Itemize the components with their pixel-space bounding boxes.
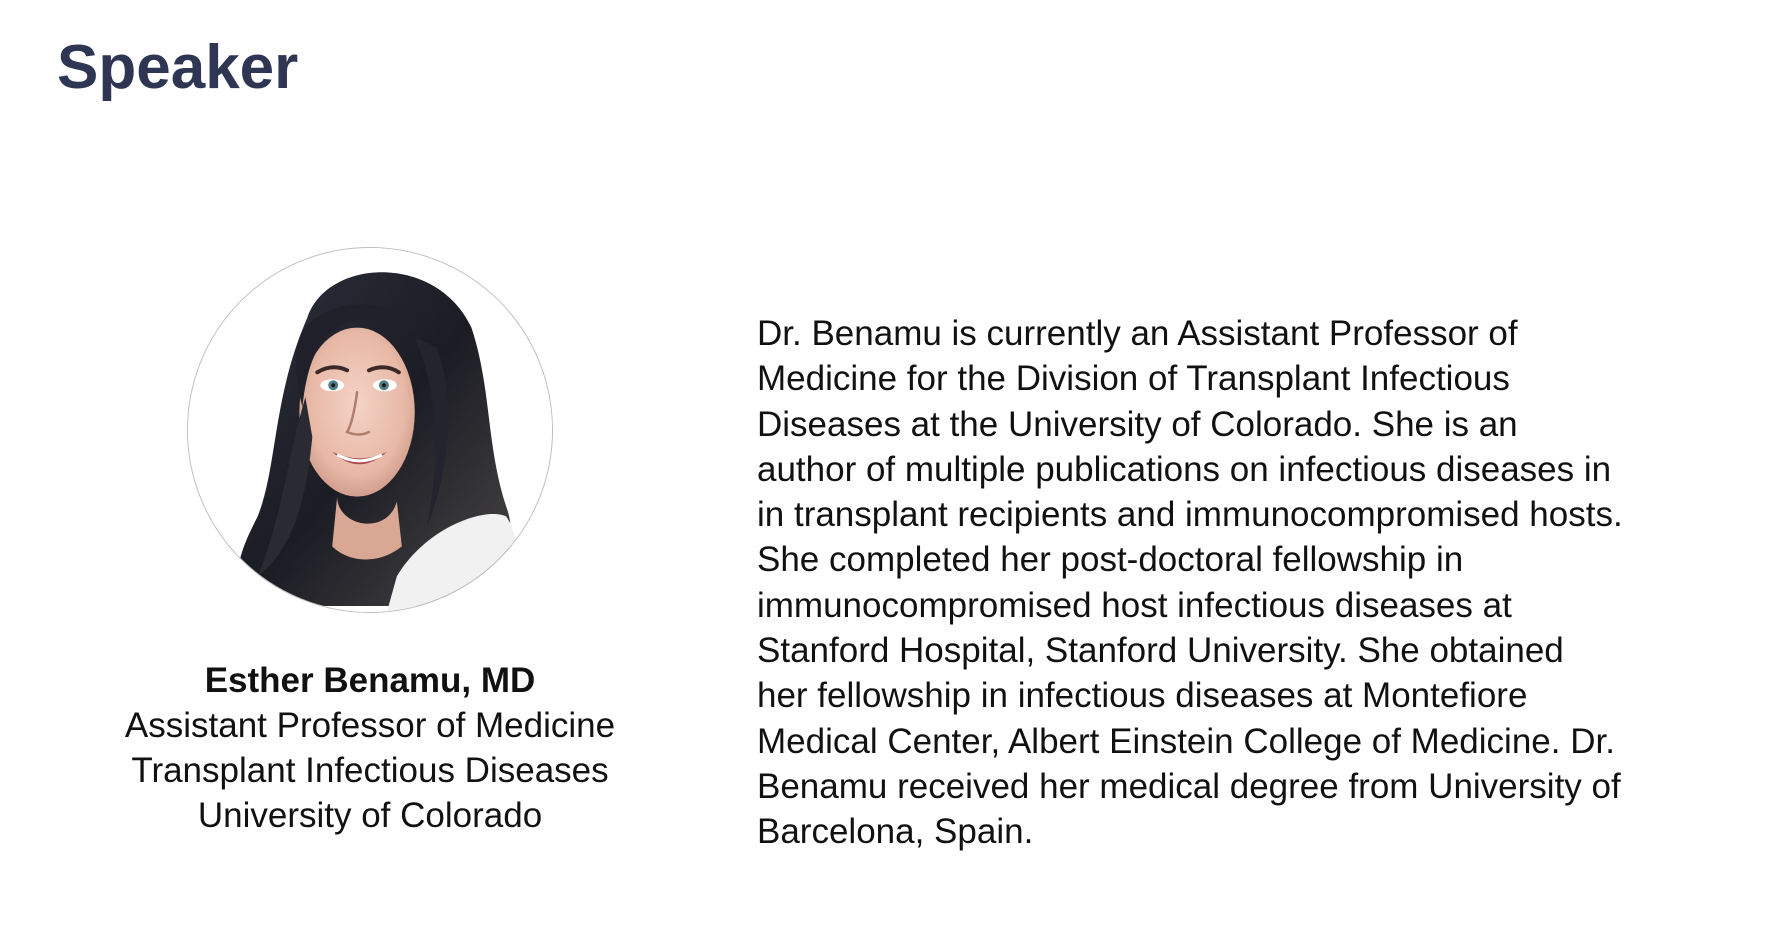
bio-line: Medicine for the Division of Transplant Infectious <box>757 359 1510 399</box>
bio-line: in transplant recipients and immunocompromised hosts. <box>757 495 1623 535</box>
speaker-institution: University of Colorado <box>197 796 543 835</box>
bio-line: Dr. Benamu is currently an Assistant Professor of <box>757 314 1518 353</box>
speaker-photo <box>187 247 553 613</box>
portrait-photo-icon <box>188 248 552 612</box>
speaker-name: Esther Benamu, MD <box>204 661 536 700</box>
bio-line: author of multiple publications on infectious diseases in <box>757 449 1612 489</box>
speaker-role: Assistant Professor of Medicine <box>124 706 616 745</box>
bio-line: She completed her post-doctoral fellowship in <box>757 540 1464 580</box>
slide-title: Speaker <box>57 33 299 102</box>
speaker-caption <box>60 658 680 838</box>
bio-line: immunocompromised host infectious diseases at <box>757 585 1512 625</box>
bio-line: Benamu received her medical degree from University of <box>757 766 1621 806</box>
bio-line: Diseases at the University of Colorado. She is an <box>757 404 1518 444</box>
speaker-division: Transplant Infectious Diseases <box>131 751 609 790</box>
bio-line: Medical Center, Albert Einstein College of Medicine. Dr. <box>757 721 1615 761</box>
speaker-bio <box>757 311 1717 855</box>
bio-line: her fellowship in infectious diseases at Montefiore <box>757 676 1528 716</box>
bio-line: Stanford Hospital, Stanford University. She obtained <box>757 631 1564 671</box>
bio-line: Barcelona, Spain. <box>757 812 1034 852</box>
